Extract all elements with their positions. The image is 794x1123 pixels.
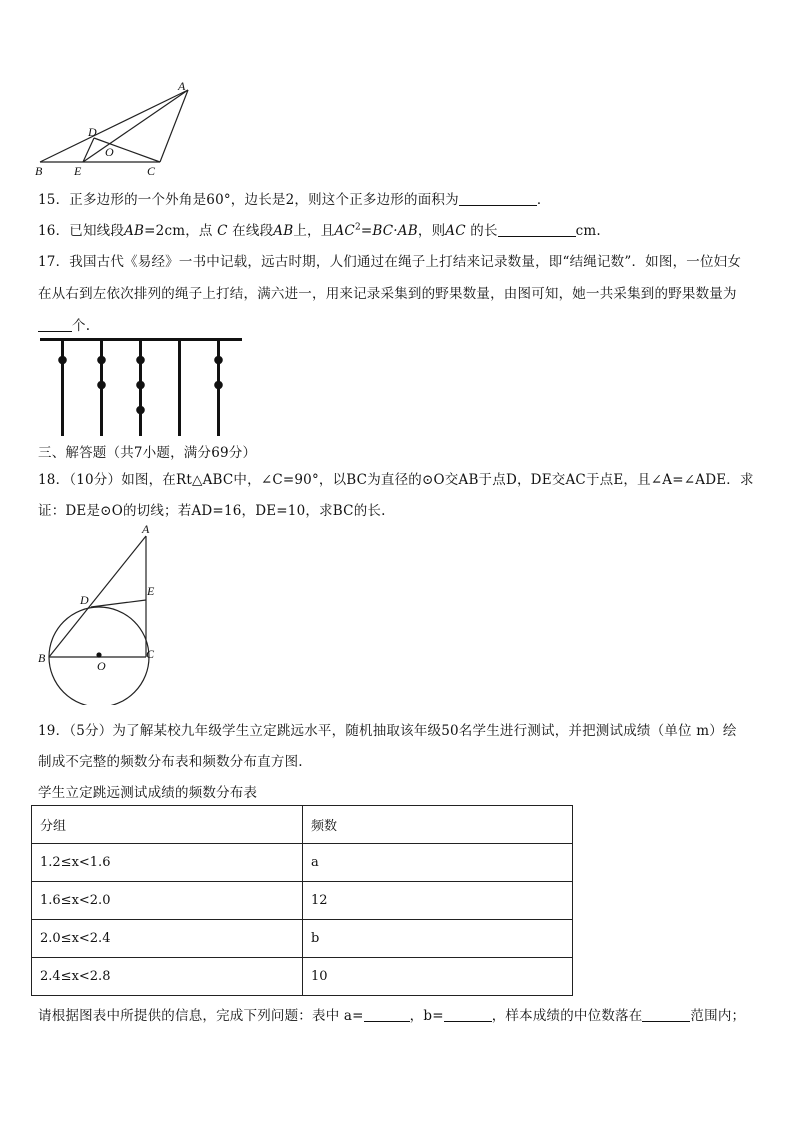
question-17-text: 在从右到左依次排列的绳子上打结，满六进一，用来记录采集到的野果数量，由图可知，她一共采集到的野果数量为 [38,286,737,302]
table-title [38,781,257,801]
question-19-text: ，b= [409,1008,444,1024]
answer-blank-b[interactable] [444,1007,492,1022]
question-17-text: 我国古代《易经》一书中记载，远古时期，人们通过在绳子上打结来记录数量，即“结绳记数”．如图，一位妇女 [69,254,742,270]
answer-blank-a[interactable] [364,1007,410,1022]
table-row [32,920,573,958]
question-16-text: =2cm，点 [144,223,213,239]
question-17-line-1 [38,250,741,270]
label-c: C [147,164,156,178]
question-19-text: 制成不完整的频数分布表和频数分布直方图. [38,754,303,770]
circle-triangle-figure [34,520,174,705]
unit-label: cm. [575,223,601,239]
question-18-number: 18． [38,472,70,488]
segment-dc [94,138,160,162]
header-cell-group: 分组 [32,806,303,844]
section-heading [38,441,256,461]
center-point [96,652,101,657]
question-18-text: （10分）如图，在Rt△ABC中，∠C=90°，以BC为直径的⊙O交AB于点D，DE交AC于点E，且∠A=∠ADE．求 [69,472,754,488]
segment-ab [49,536,146,657]
math-var: AC [445,223,466,239]
question-18-line-1 [38,468,754,488]
answer-blank[interactable] [498,222,576,237]
math-var: C [217,223,228,239]
knot [214,381,223,390]
math-var: AB [273,223,294,239]
table-title-text: 学生立定跳远测试成绩的频数分布表 [38,785,258,801]
question-15-number: 15． [38,192,70,208]
label-a: A [178,79,186,93]
knot [136,381,145,390]
question-19-text: 范围内； [690,1008,746,1024]
label-c: C [146,647,155,661]
table-cell: 12 [303,882,573,920]
rope [61,341,64,436]
label-b: B [35,164,43,178]
segment-ab [40,90,188,162]
question-16-text: ，则 [417,223,446,239]
question-19-text: 请根据图表中所提供的信息，完成下列问题：表中 a= [38,1008,364,1024]
label-o: O [97,659,106,673]
segment-ac [160,90,188,162]
math-var: BC·AB [372,223,418,239]
question-15-end: ． [536,192,551,208]
question-19-text: （5分）为了解某校九年级学生立定跳远水平，随机抽取该年级50名学生进行测试，并把测试成绩（单位 m）绘 [69,723,737,739]
question-17-line-2 [38,282,737,302]
question-16-text: 的长 [470,223,498,239]
frequency-table [31,805,573,996]
label-o: O [105,145,114,159]
knotted-ropes-figure [38,336,248,438]
label-e: E [147,584,155,598]
table-cell: b [303,920,573,958]
question-16-text: 上，且 [293,223,335,239]
table-cell: 2.4≤x<2.8 [32,958,303,996]
question-19-number: 19． [38,723,70,739]
math-var: AB [124,223,145,239]
table-header-row [32,806,573,844]
table-cell: 1.2≤x<1.6 [32,844,303,882]
table-row [32,844,573,882]
table-cell: 1.6≤x<2.0 [32,882,303,920]
knot [97,356,106,365]
table-cell: 10 [303,958,573,996]
table-row [32,958,573,996]
question-17-line-3 [38,314,90,334]
question-19-text: ，样本成绩的中位数落在 [491,1008,643,1024]
answer-blank[interactable] [38,317,72,332]
table-row [32,882,573,920]
table-cell: 2.0≤x<2.4 [32,920,303,958]
question-17-end: 个. [72,318,91,334]
knot [136,356,145,365]
rope-bar [40,338,242,341]
question-19-line-2 [38,750,303,770]
header-cell-frequency: 频数 [303,806,573,844]
knot [136,406,145,415]
question-16-text: 已知线段 [69,223,125,239]
question-17-number: 17． [38,254,70,270]
superscript: 2 [354,222,361,233]
label-b: B [38,651,46,665]
question-16 [38,219,601,239]
table-cell: a [303,844,573,882]
knot [58,356,67,365]
answer-blank[interactable] [459,191,537,206]
question-18-line-2 [38,499,386,519]
label-a: A [142,522,150,536]
knot [97,381,106,390]
math-var: AC [334,223,355,239]
label-d: D [80,593,89,607]
knot [214,356,223,365]
question-15 [38,188,551,208]
segment-ae [83,90,188,162]
question-18-text: 证：DE是⊙O的切线；若AD=16，DE=10，求BC的长. [38,503,386,519]
question-16-text: = [360,223,373,239]
rope [178,341,181,436]
question-19-prompt [38,1004,745,1024]
question-15-text: 正多边形的一个外角是60°，边长是2，则这个正多边形的面积为 [69,192,459,208]
segment-de [91,600,146,607]
answer-blank-median[interactable] [642,1007,690,1022]
label-d: D [88,125,97,139]
triangle-figure [30,76,200,178]
question-19-line-1 [38,719,737,739]
question-16-number: 16． [38,223,70,239]
section-title: 三、解答题（共7小题，满分69分） [38,445,257,461]
label-e: E [74,164,82,178]
question-16-text: 在线段 [232,223,274,239]
